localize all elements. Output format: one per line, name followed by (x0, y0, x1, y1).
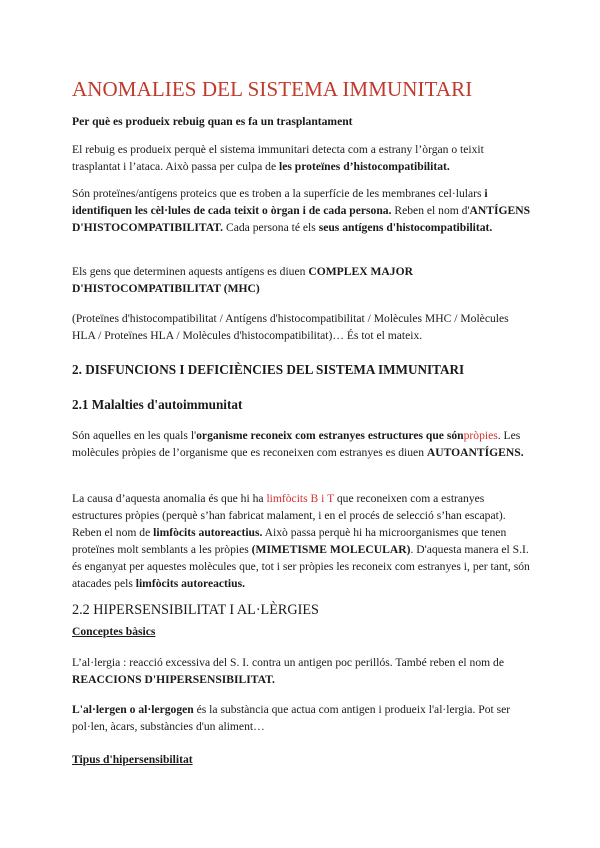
paragraph-rejection (72, 141, 534, 175)
subheading-types: Tipus d'hipersensibilitat (72, 753, 193, 766)
text: Els gens que determinen aquests antígens es diuen (72, 265, 309, 278)
bold-text: organisme reconeix com estranyes estructures que són (196, 429, 464, 442)
bold-text: REACCIONS D'HIPERSENSIBILITAT. (72, 673, 275, 686)
bold-text: COMPLEX MAJOR D'HISTOCOMPATIBILITAT (MHC) (72, 265, 413, 295)
text: Són proteïnes/antígens proteics que es troben a la superfície de les membranes cel·lulars (72, 187, 485, 200)
bold-text: L'al·lergen o al·lergogen (72, 703, 194, 716)
paragraph-cause (72, 490, 534, 592)
bold-text: seus antígens d'histocompatibilitat. (318, 221, 493, 234)
bold-text: les proteïnes d’histocompatibilitat. (279, 160, 450, 173)
text: L’al·lergia : reacció excessiva del S. I. contra un antigen poc perillós. També reben el nom de (72, 656, 504, 669)
subheading-concepts: Conceptes bàsics (72, 625, 156, 638)
subsection-heading: 2.1 Malalties d'autoimmunitat (72, 397, 243, 412)
text: . Les molècules pròpies de l’organisme que es reconeixen com estranyes es diuen (72, 429, 521, 459)
paragraph-allergen (72, 701, 534, 735)
text: El rebuig es produeix perquè el sistema immunitari detecta com a estrany l’òrgan o teixit trasplantat i l’ataca. Això passa per culpa de (72, 143, 484, 173)
bold-text: AUTOANTÍGENS. (426, 446, 524, 459)
question-heading: Per què es produeix rebuig quan es fa un trasplantament (72, 115, 353, 128)
text: . D'aquesta manera el S.I. és enganyat per aquestes molècules que, tot i ser pròpies les reconeix com estranyes i, per tant, són atacades pels (72, 543, 530, 590)
subsection-heading: 2.2 HIPERSENSIBILITAT I AL·LÈRGIES (72, 602, 319, 618)
text: Això passa perquè hi ha microorganismes que tenen proteïnes molt semblants a les pròpies (72, 526, 507, 556)
bold-text: i identifiquen les cèl·lules de cada teixit o òrgan i de cada persona. (72, 187, 488, 217)
paragraph-proteins (72, 185, 534, 236)
text: Cada persona té els (223, 221, 319, 234)
highlight-text: pròpies (463, 429, 498, 442)
paragraph-synonyms: (Proteïnes d'histocompatibilitat / Antígens d'histocompatibilitat / Molècules MHC / Molècules HLA / Proteïnes HLA / Molècules d'histocompatibilitat)… És tot el mateix. (72, 312, 509, 342)
text: Són aquelles en les quals l' (72, 429, 197, 442)
text: Reben el nom d' (391, 204, 470, 217)
bold-text: (MIMETISME MOLECULAR) (251, 543, 411, 556)
text: La causa d’aquesta anomalia és que hi ha (72, 492, 267, 505)
text: és la substància que actua com antigen i produeix l'al·lergia. Pot ser pol·len, àcars, substàncies d'un aliment… (72, 703, 511, 733)
page-title: ANOMALIES DEL SISTEMA IMMUNITARI (72, 77, 473, 101)
highlight-text: limfòcits B i T (266, 492, 334, 505)
paragraph-genes (72, 263, 534, 297)
bold-text: limfòcits autoreactius. (135, 577, 245, 590)
section-heading: 2. DISFUNCIONS I DEFICIÈNCIES DEL SISTEMA IMMUNITARI (72, 362, 465, 377)
text: que reconeixen com a estranyes estructures pròpies (perquè s’han fabricat malament, i en el procés de selecció s’han escapat). Reben el nom de (72, 492, 506, 539)
bold-text: ANTÍGENS D'HISTOCOMPATIBILITAT. (72, 204, 531, 234)
paragraph-allergy (72, 654, 534, 688)
paragraph-autoimmunity (72, 427, 534, 461)
bold-text: limfòcits autoreactius. (153, 526, 263, 539)
